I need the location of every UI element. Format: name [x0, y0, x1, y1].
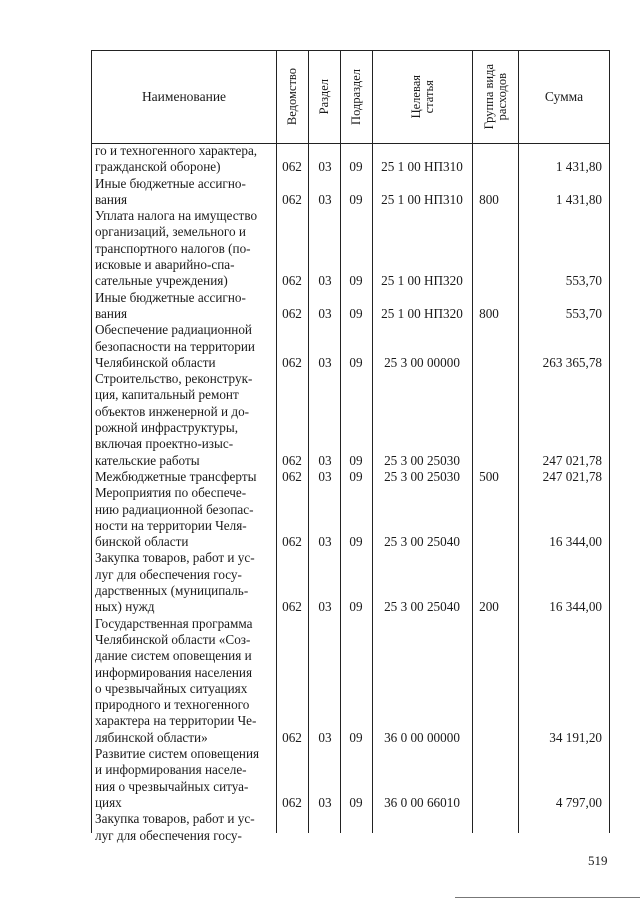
row-name-line: Закупка товаров, работ и ус-: [95, 811, 255, 827]
row-name: [95, 371, 273, 469]
row-razdel: 03: [318, 534, 332, 550]
row-name-line: Иные бюджетные ассигно-: [95, 175, 246, 191]
row-gruppa: 500: [479, 468, 499, 484]
row-summa: 247 021,78: [542, 452, 602, 468]
row-name-line: луг для обеспечения госу-: [95, 827, 242, 843]
header-razdel-label: Раздел: [317, 78, 331, 115]
header-name: Наименование: [141, 88, 227, 104]
table-row: [0, 176, 640, 209]
row-podrazdel: 09: [349, 729, 363, 745]
row-name-line: Челябинской области: [95, 354, 216, 370]
row-vedomstvo: 062: [282, 729, 302, 745]
row-name-line: Строительство, реконструк-: [95, 371, 253, 387]
row-name-line: Мероприятия по обеспече-: [95, 485, 247, 501]
row-celevaya: 36 0 00 00000: [384, 729, 460, 745]
row-celevaya: 25 3 00 00000: [384, 354, 460, 370]
row-summa: 16 344,00: [549, 599, 602, 615]
row-name-line: Государственная программа: [95, 615, 253, 631]
row-name: [95, 143, 273, 176]
table-row: [0, 746, 640, 811]
row-name: [95, 290, 273, 323]
header-vedomstvo-label: Ведомство: [285, 67, 299, 126]
row-name-line: Иные бюджетные ассигно-: [95, 289, 246, 305]
row-podrazdel: 09: [349, 273, 363, 289]
row-podrazdel: 09: [349, 305, 363, 321]
row-name-line: лябинской области»: [95, 729, 208, 745]
row-celevaya: 25 3 00 25030: [384, 468, 460, 484]
row-summa: 4 797,00: [555, 794, 602, 810]
row-name-line: гражданской обороне): [95, 159, 221, 175]
row-vedomstvo: 062: [282, 305, 302, 321]
row-celevaya: 25 3 00 25030: [384, 452, 460, 468]
row-name-line: сательные учреждения): [95, 273, 228, 289]
row-podrazdel: 09: [349, 599, 363, 615]
row-vedomstvo: 062: [282, 354, 302, 370]
header-podrazdel-label: Подраздел: [349, 68, 363, 125]
row-gruppa: 200: [479, 599, 499, 615]
row-name-line: нию радиационной безопас-: [95, 501, 254, 517]
row-summa: 34 191,20: [549, 729, 602, 745]
header-gruppa-label: Группа вида расходов: [481, 63, 509, 130]
page-number: 519: [588, 853, 608, 868]
row-name-line: циях: [95, 794, 122, 810]
row-name-line: включая проектно-изыс-: [95, 436, 234, 452]
row-razdel: 03: [318, 468, 332, 484]
row-name-line: луг для обеспечения госу-: [95, 566, 242, 582]
row-podrazdel: 09: [349, 452, 363, 468]
row-vedomstvo: 062: [282, 159, 302, 175]
table-row: [0, 485, 640, 550]
table-body: [0, 143, 640, 844]
row-name-line: ция, капитальный ремонт: [95, 387, 239, 403]
row-name-line: дарственных (муниципаль-: [95, 583, 249, 599]
table-row: [0, 322, 640, 371]
row-vedomstvo: 062: [282, 599, 302, 615]
row-name: [95, 811, 273, 844]
row-summa: 553,70: [565, 273, 602, 289]
header-razdel: [309, 50, 340, 143]
row-name: [95, 176, 273, 209]
row-razdel: 03: [318, 599, 332, 615]
row-name-line: Обеспечение радиационной: [95, 322, 252, 338]
table-row: [0, 208, 640, 290]
row-name: [95, 322, 273, 371]
row-name-line: дание систем оповещения и: [95, 648, 252, 664]
table-row: [0, 469, 640, 485]
row-razdel: 03: [318, 191, 332, 207]
row-name: [95, 208, 273, 289]
row-name-line: Челябинской области «Соз-: [95, 631, 251, 647]
row-summa: 1 431,80: [555, 159, 602, 175]
row-vedomstvo: 062: [282, 534, 302, 550]
row-podrazdel: 09: [349, 191, 363, 207]
table-row: [0, 550, 640, 615]
table-row: [0, 371, 640, 469]
row-celevaya: 36 0 00 66010: [384, 794, 460, 810]
row-name-line: го и техногенного характера,: [95, 143, 258, 158]
header-gruppa: [473, 50, 518, 143]
row-name: [95, 485, 273, 550]
header-celevaya: [373, 50, 472, 143]
row-razdel: 03: [318, 273, 332, 289]
row-name-line: ния о чрезвычайных ситуа-: [95, 778, 249, 794]
row-name-line: организаций, земельного и: [95, 224, 246, 240]
row-celevaya: 25 1 00 НП320: [381, 305, 463, 321]
row-name-line: Уплата налога на имущество: [95, 208, 258, 224]
row-vedomstvo: 062: [282, 452, 302, 468]
row-vedomstvo: 062: [282, 273, 302, 289]
row-celevaya: 25 1 00 НП320: [381, 273, 463, 289]
row-name-line: природного и техногенного: [95, 697, 250, 713]
row-vedomstvo: 062: [282, 794, 302, 810]
row-name-line: характера на территории Че-: [95, 713, 257, 729]
row-name-line: Развитие систем оповещения: [95, 746, 260, 762]
row-gruppa: 800: [479, 305, 499, 321]
row-summa: 247 021,78: [542, 468, 602, 484]
row-name: [95, 469, 273, 485]
row-name-line: исковые и аварийно-спа-: [95, 257, 235, 273]
row-name-line: Межбюджетные трансферты: [95, 468, 257, 484]
footer-rule: [455, 897, 640, 898]
row-name-line: информирования населения: [95, 664, 253, 680]
row-razdel: 03: [318, 729, 332, 745]
row-podrazdel: 09: [349, 468, 363, 484]
row-razdel: 03: [318, 794, 332, 810]
table-row: [0, 616, 640, 746]
row-podrazdel: 09: [349, 354, 363, 370]
row-name-line: вания: [95, 191, 128, 207]
row-name-line: Закупка товаров, работ и ус-: [95, 550, 255, 566]
row-name-line: вания: [95, 305, 128, 321]
row-celevaya: 25 3 00 25040: [384, 534, 460, 550]
row-summa: 1 431,80: [555, 191, 602, 207]
row-name-line: и информирования населе-: [95, 762, 247, 778]
row-vedomstvo: 062: [282, 191, 302, 207]
row-name-line: о чрезвычайных ситуациях: [95, 680, 248, 696]
row-name-line: ности на территории Челя-: [95, 517, 247, 533]
row-summa: 263 365,78: [542, 354, 602, 370]
row-name-line: объектов инженерной и до-: [95, 403, 250, 419]
row-vedomstvo: 062: [282, 468, 302, 484]
row-name-line: рожной инфраструктуры,: [95, 420, 239, 436]
row-celevaya: 25 1 00 НП310: [381, 191, 463, 207]
row-razdel: 03: [318, 452, 332, 468]
row-name-line: транспортного налогов (по-: [95, 240, 251, 256]
row-razdel: 03: [318, 159, 332, 175]
row-name: [95, 550, 273, 615]
row-name: [95, 616, 273, 746]
table-row: [0, 811, 640, 844]
row-podrazdel: 09: [349, 159, 363, 175]
header-summa: Сумма: [544, 88, 584, 104]
row-razdel: 03: [318, 354, 332, 370]
row-name: [95, 746, 273, 811]
row-celevaya: 25 3 00 25040: [384, 599, 460, 615]
header-celevaya-label: Целевая статья: [408, 74, 436, 119]
header-podrazdel: [341, 50, 372, 143]
table-row: [0, 290, 640, 323]
row-summa: 16 344,00: [549, 534, 602, 550]
row-name-line: безопасности на территории: [95, 338, 255, 354]
row-summa: 553,70: [565, 305, 602, 321]
row-podrazdel: 09: [349, 534, 363, 550]
row-gruppa: 800: [479, 191, 499, 207]
row-name-line: кательские работы: [95, 452, 200, 468]
table-row: [0, 143, 640, 176]
row-name-line: бинской области: [95, 534, 189, 550]
row-name-line: ных) нужд: [95, 599, 155, 615]
row-podrazdel: 09: [349, 794, 363, 810]
row-celevaya: 25 1 00 НП310: [381, 159, 463, 175]
row-razdel: 03: [318, 305, 332, 321]
header-vedomstvo: [277, 50, 308, 143]
